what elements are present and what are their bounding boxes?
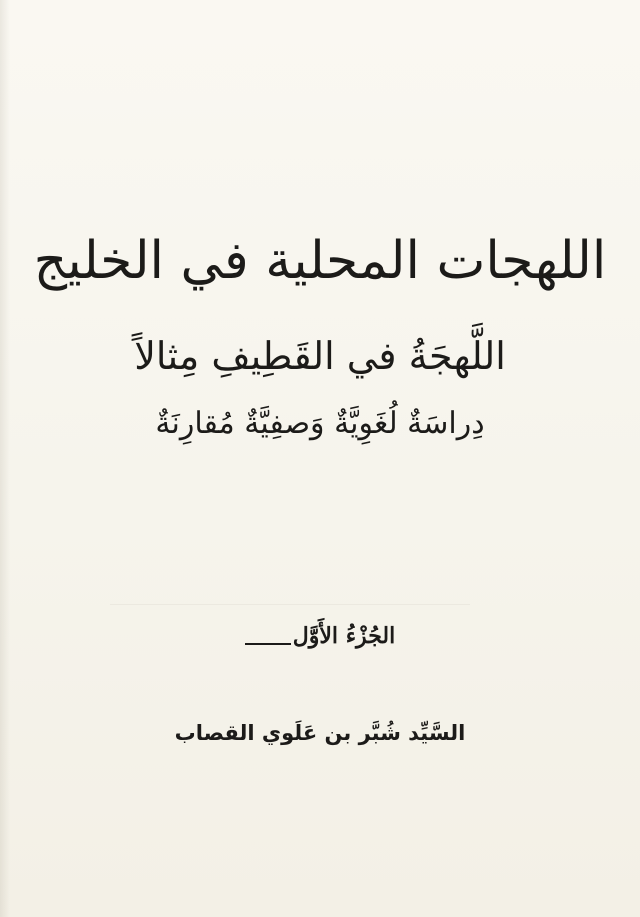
description-line: دِراسَةٌ لُغَوِيَّةٌ وَصفِيَّةٌ مُقارِنَةٌ (155, 406, 485, 441)
main-title: اللهجات المحلية في الخليج (33, 231, 607, 291)
volume-label (0, 612, 640, 652)
bleed-through-line (110, 604, 470, 605)
volume-underline (245, 643, 291, 645)
page-edge-shadow (0, 0, 10, 917)
subtitle: اللَّهجَةُ في القَطِيفِ مِثالاً (134, 334, 506, 378)
volume-label-text: الجُزْءُ الأَوَّل (292, 623, 396, 649)
volume-label-group (245, 620, 395, 652)
author-name: السَّيِّد شُبَّر بن عَلَوي القصاب (174, 721, 466, 745)
